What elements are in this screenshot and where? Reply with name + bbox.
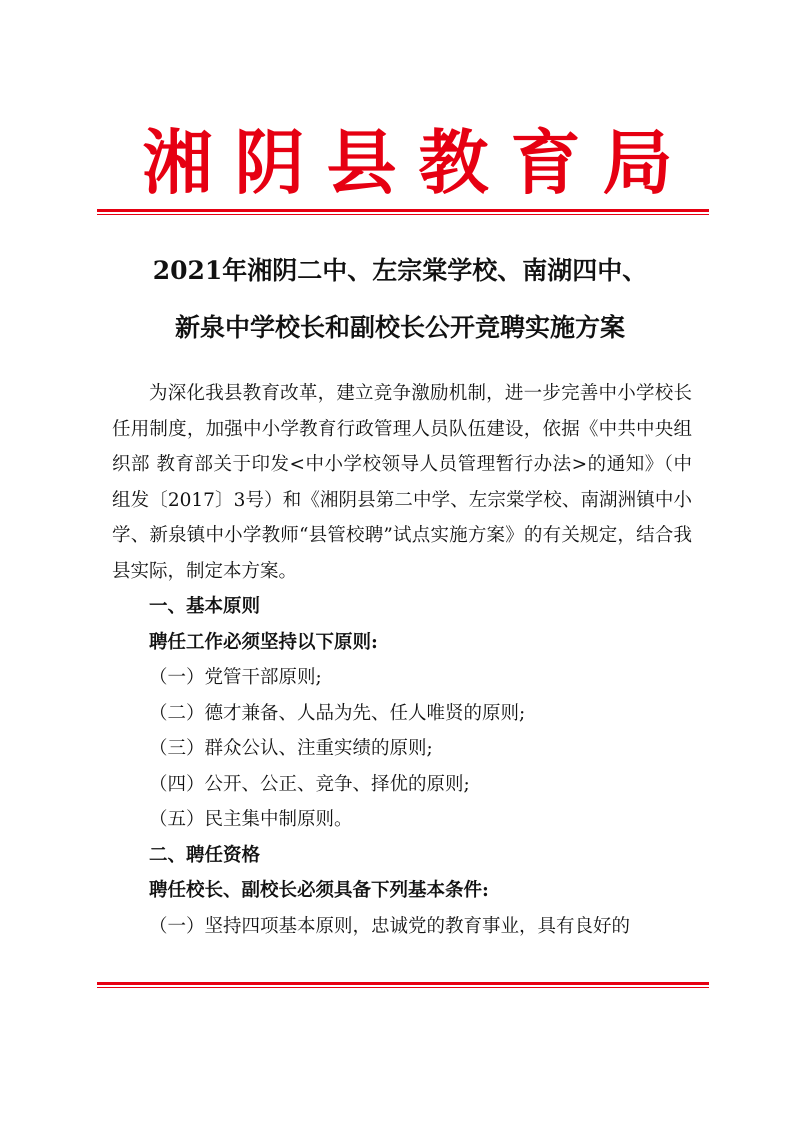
- section-heading-qualifications: 二、聘任资格: [149, 844, 261, 866]
- footer-divider: [97, 982, 709, 988]
- principle-item-5: （五）民主集中制原则。: [149, 809, 353, 830]
- principle-item-1: （一）党管干部原则;: [149, 667, 322, 688]
- section-heading-principles: 一、基本原则: [149, 596, 261, 617]
- qualifications-lead: 聘任校长、副校长必须具备下列基本条件:: [149, 880, 489, 901]
- document-title-line-2: 新泉中学校长和副校长公开竞聘实施方案: [174, 313, 625, 342]
- principles-lead: 聘任工作必须坚持以下原则:: [149, 631, 378, 653]
- principle-item-2: （二）德才兼备、人品为先、任人唯贤的原则;: [149, 702, 526, 724]
- document-title-line-1: 2021年湘阴二中、左宗棠学校、南湖四中、: [152, 256, 648, 285]
- qualification-item-1: （一）坚持四项基本原则，忠诚党的教育事业，具有良好的: [149, 915, 631, 937]
- principle-item-3: （三）群众公认、注重实绩的原则;: [149, 738, 433, 759]
- document-body: [112, 376, 692, 944]
- intro-paragraph: 为深化我县教育改革，建立竞争激励机制，进一步完善中小学校长任用制度，加强中小学教育行政管理人员队伍建设，依据《中共中央组织部 教育部关于印发<中小学校领导人员管理暂行办法>的通知》（中组发〔2017〕3号）和《湘阴县第二中学、左宗棠学校、南湖洲镇中小学、新泉镇中小学教师“县管校聘”试点实施方案》的有关规定，结合我县实际，制定本方案。: [112, 383, 692, 582]
- letterhead-divider: [97, 209, 709, 215]
- org-letterhead-title: 湘阴县教育局: [142, 121, 695, 204]
- document-title: [100, 242, 700, 356]
- principle-item-4: （四）公开、公正、竞争、择优的原则;: [149, 773, 470, 795]
